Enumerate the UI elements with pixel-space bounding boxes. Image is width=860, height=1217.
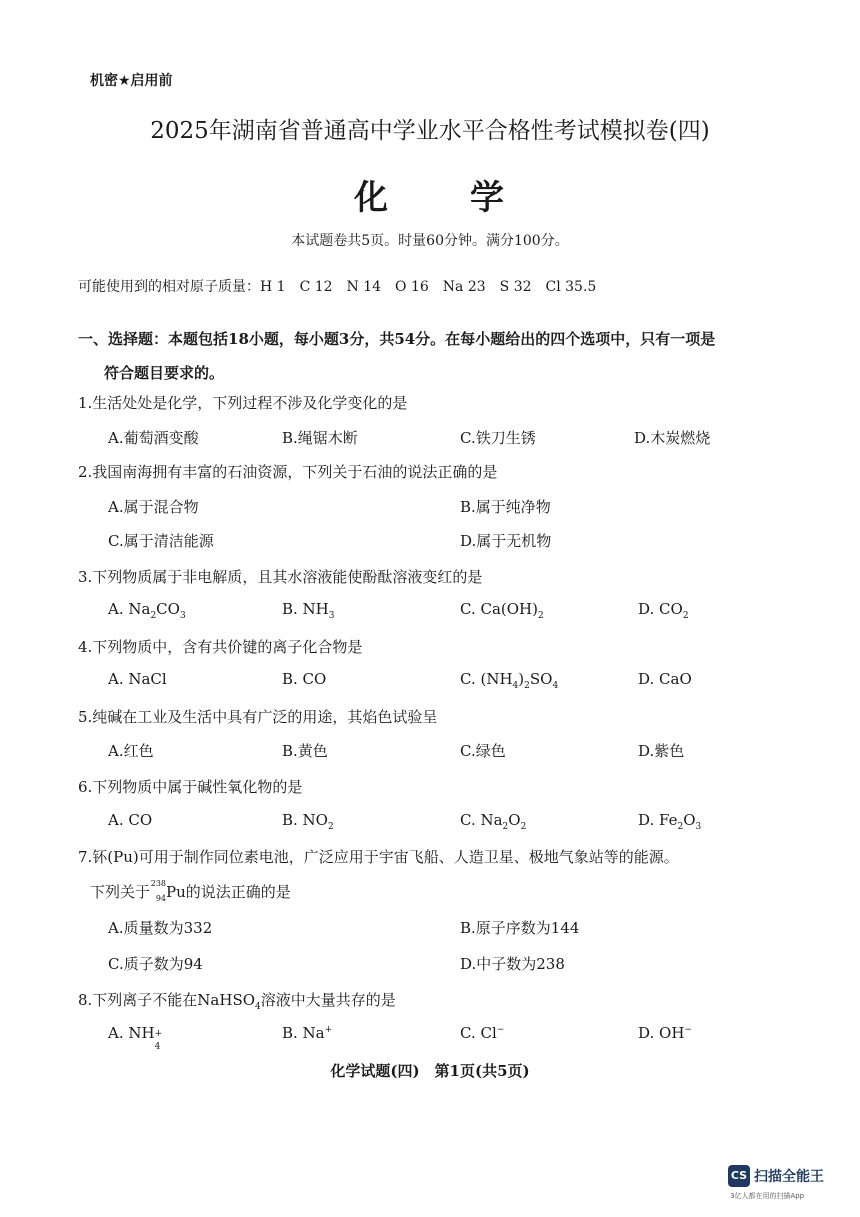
question-8-option-a: A. NH + 4 (108, 1024, 163, 1052)
question-5-option-d: D.紫色 (638, 742, 685, 760)
question-5-option-a: A.红色 (108, 742, 154, 760)
exam-title: 2025年湖南省普通高中学业水平合格性考试模拟卷(四) (150, 118, 710, 144)
camscanner-logo-name: 扫描全能王 (754, 1169, 824, 1185)
question-6-option-c: C. $Na_2O_2$ (460, 811, 527, 832)
question-7-option-b: B.原子序数为144 (460, 919, 580, 937)
question-7-option-d: D.中子数为238 (460, 955, 565, 973)
question-6-option-a: A. CO (108, 811, 153, 829)
subject-char-1: 化 (354, 178, 390, 218)
question-1-option-b: B.绳锯木断 (282, 429, 358, 447)
subject-title (0, 170, 860, 219)
question-5-option-b: B.黄色 (282, 742, 328, 760)
question-4-option-a: A. NaCl (108, 670, 167, 688)
confidential-label: 机密★启用前 (90, 73, 173, 89)
question-1-option-c: C.铁刀生锈 (460, 429, 536, 447)
camscanner-logo (728, 1163, 838, 1203)
question-3-option-a: A. $Na_2CO_3$ (108, 600, 186, 621)
question-2-option-d: D.属于无机物 (460, 532, 552, 550)
question-2-option-a: A.属于混合物 (108, 498, 199, 516)
question-8-option-b: B. Na+ (282, 1024, 333, 1042)
question-1-option-a: A.葡萄酒变酸 (108, 429, 199, 447)
camscanner-logo-tagline: 3亿人都在用的扫描App (730, 1192, 805, 1200)
question-6-stem: 6.下列物质中属于碱性氧化物的是 (78, 778, 303, 796)
question-7-stem-2: 下列关于 238 94 Pu的说法正确的是 (90, 879, 291, 903)
question-4-stem: 4.下列物质中，含有共价键的离子化合物是 (78, 638, 363, 656)
question-2-option-b: B.属于纯净物 (460, 498, 551, 516)
question-7-option-a: A.质量数为332 (108, 919, 213, 937)
question-3-option-d: D. $CO_2$ (638, 600, 689, 621)
question-6-option-d: D. $Fe_2O_3$ (638, 811, 702, 832)
page-footer: 化学试题(四) 第1页(共5页) (330, 1062, 530, 1080)
question-8-option-c: C. Cl− (460, 1024, 505, 1042)
question-1-stem: 1.生活处处是化学，下列过程不涉及化学变化的是 (78, 394, 408, 412)
question-3-option-b: B. $NH_3$ (282, 600, 335, 621)
question-2-stem: 2.我国南海拥有丰富的石油资源，下列关于石油的说法正确的是 (78, 463, 498, 481)
camscanner-logo-icon: CS (728, 1165, 750, 1187)
section-instructions (78, 322, 778, 390)
question-8-option-d: D. OH− (638, 1024, 692, 1042)
question-7-stem: 7.钚(Pu)可用于制作同位素电池，广泛应用于宇宙飞船、人造卫星、极地气象站等的能源。 (78, 848, 679, 866)
plutonium-nuclide: 238 94 (150, 879, 167, 903)
question-7-option-c: C.质子数为94 (108, 955, 203, 973)
question-5-option-c: C.绿色 (460, 742, 506, 760)
question-4-option-c: C. $(NH_4)_2SO_4$ (460, 670, 559, 691)
section-line-1: 一、选择题：本题包括18小题，每小题3分，共54分。在每小题给出的四个选项中，只有一项是 (78, 330, 716, 348)
exam-info: 本试题卷共5页。时量60分钟。满分100分。 (291, 233, 569, 249)
question-8-stem: 8.下列离子不能在NaHSO$_4$溶液中大量共存的是 (78, 991, 396, 1012)
question-3-stem: 3.下列物质属于非电解质，且其水溶液能使酚酞溶液变红的是 (78, 568, 483, 586)
question-5-stem: 5.纯碱在工业及生活中具有广泛的用途，其焰色试验呈 (78, 708, 438, 726)
question-1-option-d: D.木炭燃烧 (634, 429, 711, 447)
subject-char-2: 学 (470, 178, 506, 218)
atomic-masses: 可能使用到的相对原子质量：H 1 C 12 N 14 O 16 Na 23 S 32 Cl 35.5 (78, 279, 597, 295)
question-3-option-c: C. $Ca(OH)_2$ (460, 600, 544, 621)
question-2-option-c: C.属于清洁能源 (108, 532, 214, 550)
section-line-2: 符合题目要求的。 (104, 364, 225, 382)
question-4-option-d: D. CaO (638, 670, 692, 688)
question-4-option-b: B. CO (282, 670, 327, 688)
question-6-option-b: B. $NO_2$ (282, 811, 334, 832)
